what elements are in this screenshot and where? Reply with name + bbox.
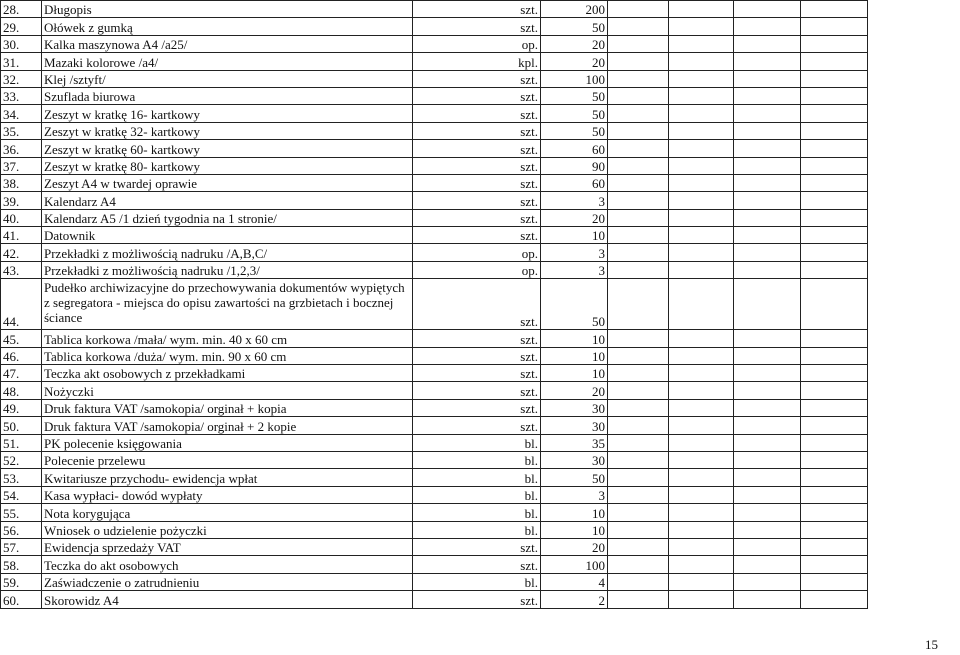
unit-cell: szt. [413,70,541,87]
empty-cell [734,521,801,538]
empty-cell [608,330,669,347]
row-number-cell: 48. [1,382,42,399]
table-row [1,53,868,70]
empty-cell [801,521,868,538]
unit-cell: szt. [413,140,541,157]
unit-cell: bl. [413,486,541,503]
row-number-cell: 54. [1,486,42,503]
unit-cell: bl. [413,469,541,486]
empty-cell [801,417,868,434]
unit-cell: op. [413,244,541,261]
empty-cell [801,227,868,244]
empty-cell [801,157,868,174]
unit-cell: op. [413,261,541,278]
row-number-cell: 41. [1,227,42,244]
quantity-cell: 30 [541,451,608,468]
empty-cell [801,1,868,18]
empty-cell [608,192,669,209]
item-name-cell: Polecenie przelewu [42,451,413,468]
empty-cell [669,591,734,608]
empty-cell [734,157,801,174]
row-number-cell: 28. [1,1,42,18]
empty-cell [669,382,734,399]
item-name-cell: Nożyczki [42,382,413,399]
unit-cell: szt. [413,556,541,573]
empty-cell [734,227,801,244]
empty-cell [801,573,868,590]
empty-cell [608,261,669,278]
table-row [1,35,868,52]
unit-cell: bl. [413,504,541,521]
quantity-cell: 4 [541,573,608,590]
quantity-cell: 50 [541,279,608,330]
item-name-cell: Zaświadczenie o zatrudnieniu [42,573,413,590]
empty-cell [669,105,734,122]
empty-cell [801,244,868,261]
quantity-cell: 50 [541,18,608,35]
row-number-cell: 44. [1,279,42,330]
empty-cell [734,18,801,35]
empty-cell [608,382,669,399]
empty-cell [801,35,868,52]
item-name-cell: Teczka do akt osobowych [42,556,413,573]
row-number-cell: 40. [1,209,42,226]
item-name-cell: Przekładki z możliwością nadruku /A,B,C/ [42,244,413,261]
item-name-cell: Zeszyt w kratkę 60- kartkowy [42,140,413,157]
quantity-cell: 100 [541,556,608,573]
table-row [1,174,868,191]
quantity-cell: 200 [541,1,608,18]
item-name-cell: Kwitariusze przychodu- ewidencja wpłat [42,469,413,486]
table-row [1,434,868,451]
item-name-cell: Wniosek o udzielenie pożyczki [42,521,413,538]
quantity-cell: 20 [541,35,608,52]
empty-cell [734,399,801,416]
empty-cell [608,434,669,451]
empty-cell [669,469,734,486]
quantity-cell: 60 [541,140,608,157]
empty-cell [734,591,801,608]
row-number-cell: 45. [1,330,42,347]
empty-cell [734,244,801,261]
unit-cell: szt. [413,591,541,608]
table-row [1,347,868,364]
empty-cell [734,469,801,486]
item-name-cell: Klej /sztyft/ [42,70,413,87]
item-name-cell: Kalendarz A4 [42,192,413,209]
item-name-cell: Datownik [42,227,413,244]
row-number-cell: 43. [1,261,42,278]
quantity-cell: 3 [541,261,608,278]
table-row [1,244,868,261]
item-name-cell: Ołówek z gumką [42,18,413,35]
empty-cell [608,504,669,521]
empty-cell [669,18,734,35]
quantity-cell: 20 [541,209,608,226]
quantity-cell: 10 [541,347,608,364]
empty-cell [734,140,801,157]
empty-cell [801,399,868,416]
unit-cell: szt. [413,122,541,139]
quantity-cell: 30 [541,399,608,416]
items-table-body [1,1,868,609]
row-number-cell: 37. [1,157,42,174]
empty-cell [608,1,669,18]
unit-cell: szt. [413,157,541,174]
empty-cell [669,399,734,416]
row-number-cell: 33. [1,87,42,104]
empty-cell [734,105,801,122]
unit-cell: bl. [413,573,541,590]
empty-cell [669,417,734,434]
empty-cell [608,174,669,191]
empty-cell [734,70,801,87]
empty-cell [608,591,669,608]
empty-cell [734,382,801,399]
table-row [1,70,868,87]
row-number-cell: 42. [1,244,42,261]
row-number-cell: 30. [1,35,42,52]
unit-cell: szt. [413,382,541,399]
empty-cell [669,140,734,157]
empty-cell [608,347,669,364]
item-name-cell: Ewidencja sprzedaży VAT [42,538,413,555]
empty-cell [734,174,801,191]
row-number-cell: 49. [1,399,42,416]
empty-cell [669,573,734,590]
row-number-cell: 60. [1,591,42,608]
table-row [1,451,868,468]
empty-cell [669,347,734,364]
empty-cell [608,573,669,590]
empty-cell [669,87,734,104]
empty-cell [608,227,669,244]
empty-cell [608,556,669,573]
row-number-cell: 53. [1,469,42,486]
empty-cell [734,556,801,573]
row-number-cell: 31. [1,53,42,70]
row-number-cell: 38. [1,174,42,191]
table-row [1,261,868,278]
empty-cell [608,279,669,330]
table-row [1,382,868,399]
empty-cell [734,122,801,139]
table-row [1,157,868,174]
table-row [1,556,868,573]
unit-cell: bl. [413,521,541,538]
empty-cell [734,538,801,555]
empty-cell [801,486,868,503]
empty-cell [734,209,801,226]
unit-cell: bl. [413,451,541,468]
empty-cell [801,53,868,70]
empty-cell [608,365,669,382]
empty-cell [734,504,801,521]
row-number-cell: 29. [1,18,42,35]
table-row [1,122,868,139]
item-name-cell: Zeszyt w kratkę 16- kartkowy [42,105,413,122]
empty-cell [801,174,868,191]
row-number-cell: 35. [1,122,42,139]
empty-cell [669,279,734,330]
unit-cell: kpl. [413,53,541,70]
table-row [1,330,868,347]
unit-cell: szt. [413,330,541,347]
table-row [1,417,868,434]
empty-cell [669,244,734,261]
empty-cell [734,417,801,434]
quantity-cell: 30 [541,417,608,434]
table-row [1,573,868,590]
table-row [1,227,868,244]
quantity-cell: 10 [541,227,608,244]
empty-cell [608,538,669,555]
empty-cell [734,53,801,70]
empty-cell [801,434,868,451]
quantity-cell: 3 [541,244,608,261]
empty-cell [669,70,734,87]
table-row [1,209,868,226]
quantity-cell: 10 [541,504,608,521]
empty-cell [801,382,868,399]
empty-cell [801,70,868,87]
item-name-cell: PK polecenie księgowania [42,434,413,451]
empty-cell [608,35,669,52]
empty-cell [801,504,868,521]
row-number-cell: 39. [1,192,42,209]
quantity-cell: 3 [541,192,608,209]
table-row [1,591,868,608]
page-number: 15 [925,637,938,652]
empty-cell [669,330,734,347]
item-name-cell: Przekładki z możliwością nadruku /1,2,3/ [42,261,413,278]
empty-cell [669,261,734,278]
unit-cell: bl. [413,434,541,451]
unit-cell: szt. [413,105,541,122]
empty-cell [608,209,669,226]
empty-cell [734,330,801,347]
empty-cell [608,157,669,174]
empty-cell [801,105,868,122]
unit-cell: szt. [413,87,541,104]
empty-cell [734,573,801,590]
empty-cell [801,330,868,347]
empty-cell [801,122,868,139]
row-number-cell: 58. [1,556,42,573]
empty-cell [801,140,868,157]
item-name-cell: Druk faktura VAT /samokopia/ orginał + 2 kopie [42,417,413,434]
row-number-cell: 56. [1,521,42,538]
item-name-cell: Druk faktura VAT /samokopia/ orginał + kopia [42,399,413,416]
unit-cell: szt. [413,279,541,330]
empty-cell [669,434,734,451]
quantity-cell: 35 [541,434,608,451]
item-name-cell: Nota korygująca [42,504,413,521]
empty-cell [608,521,669,538]
empty-cell [608,417,669,434]
row-number-cell: 32. [1,70,42,87]
empty-cell [734,279,801,330]
table-row [1,538,868,555]
unit-cell: op. [413,35,541,52]
empty-cell [734,35,801,52]
quantity-cell: 90 [541,157,608,174]
empty-cell [734,192,801,209]
empty-cell [801,365,868,382]
item-name-cell: Mazaki kolorowe /a4/ [42,53,413,70]
unit-cell: szt. [413,192,541,209]
empty-cell [801,538,868,555]
empty-cell [669,35,734,52]
quantity-cell: 50 [541,105,608,122]
empty-cell [608,451,669,468]
item-name-cell: Kalendarz A5 /1 dzień tygodnia na 1 stronie/ [42,209,413,226]
table-row [1,365,868,382]
empty-cell [801,87,868,104]
quantity-cell: 60 [541,174,608,191]
empty-cell [669,192,734,209]
empty-cell [801,591,868,608]
item-name-cell: Kasa wypłaci- dowód wypłaty [42,486,413,503]
empty-cell [734,347,801,364]
empty-cell [669,504,734,521]
quantity-cell: 10 [541,365,608,382]
quantity-cell: 100 [541,70,608,87]
row-number-cell: 46. [1,347,42,364]
item-name-cell: Tablica korkowa /duża/ wym. min. 90 x 60 cm [42,347,413,364]
item-name-cell: Teczka akt osobowych z przekładkami [42,365,413,382]
empty-cell [669,53,734,70]
unit-cell: szt. [413,1,541,18]
empty-cell [669,227,734,244]
empty-cell [801,469,868,486]
table-row [1,87,868,104]
empty-cell [608,87,669,104]
empty-cell [801,279,868,330]
quantity-cell: 50 [541,87,608,104]
table-row [1,469,868,486]
empty-cell [608,244,669,261]
table-row [1,521,868,538]
empty-cell [669,556,734,573]
table-row [1,105,868,122]
quantity-cell: 2 [541,591,608,608]
table-row [1,18,868,35]
empty-cell [801,192,868,209]
unit-cell: szt. [413,18,541,35]
empty-cell [801,18,868,35]
item-name-cell: Tablica korkowa /mała/ wym. min. 40 x 60 cm [42,330,413,347]
empty-cell [734,451,801,468]
row-number-cell: 55. [1,504,42,521]
unit-cell: szt. [413,365,541,382]
row-number-cell: 59. [1,573,42,590]
empty-cell [669,174,734,191]
table-row [1,504,868,521]
empty-cell [734,87,801,104]
empty-cell [801,261,868,278]
unit-cell: szt. [413,347,541,364]
quantity-cell: 20 [541,538,608,555]
unit-cell: szt. [413,399,541,416]
empty-cell [734,365,801,382]
empty-cell [669,209,734,226]
empty-cell [608,486,669,503]
row-number-cell: 47. [1,365,42,382]
row-number-cell: 34. [1,105,42,122]
empty-cell [669,122,734,139]
empty-cell [801,209,868,226]
empty-cell [608,70,669,87]
empty-cell [669,365,734,382]
item-name-cell: Zeszyt w kratkę 32- kartkowy [42,122,413,139]
item-name-cell: Pudełko archiwizacyjne do przechowywania dokumentów wypiętych z segregatora - miejsca do opisu zawartości na grzbietach i bocznej ściance [42,279,413,330]
empty-cell [608,399,669,416]
empty-cell [801,556,868,573]
unit-cell: szt. [413,174,541,191]
item-name-cell: Szuflada biurowa [42,87,413,104]
row-number-cell: 52. [1,451,42,468]
quantity-cell: 10 [541,521,608,538]
item-name-cell: Długopis [42,1,413,18]
item-name-cell: Kalka maszynowa A4 /a25/ [42,35,413,52]
empty-cell [608,53,669,70]
row-number-cell: 36. [1,140,42,157]
unit-cell: szt. [413,538,541,555]
quantity-cell: 20 [541,382,608,399]
row-number-cell: 57. [1,538,42,555]
table-row [1,1,868,18]
item-name-cell: Zeszyt A4 w twardej oprawie [42,174,413,191]
table-row [1,399,868,416]
empty-cell [669,451,734,468]
empty-cell [734,434,801,451]
unit-cell: szt. [413,227,541,244]
empty-cell [669,486,734,503]
table-row [1,486,868,503]
empty-cell [669,538,734,555]
table-row [1,192,868,209]
row-number-cell: 50. [1,417,42,434]
empty-cell [608,105,669,122]
table-row [1,140,868,157]
row-number-cell: 51. [1,434,42,451]
quantity-cell: 3 [541,486,608,503]
table-row [1,279,868,330]
quantity-cell: 50 [541,469,608,486]
empty-cell [608,140,669,157]
empty-cell [734,261,801,278]
empty-cell [801,347,868,364]
quantity-cell: 20 [541,53,608,70]
empty-cell [734,1,801,18]
quantity-cell: 10 [541,330,608,347]
unit-cell: szt. [413,417,541,434]
empty-cell [608,18,669,35]
empty-cell [801,451,868,468]
empty-cell [669,157,734,174]
empty-cell [608,469,669,486]
item-name-cell: Skorowidz A4 [42,591,413,608]
item-name-cell: Zeszyt w kratkę 80- kartkowy [42,157,413,174]
empty-cell [669,521,734,538]
empty-cell [608,122,669,139]
unit-cell: szt. [413,209,541,226]
quantity-cell: 50 [541,122,608,139]
empty-cell [669,1,734,18]
empty-cell [734,486,801,503]
